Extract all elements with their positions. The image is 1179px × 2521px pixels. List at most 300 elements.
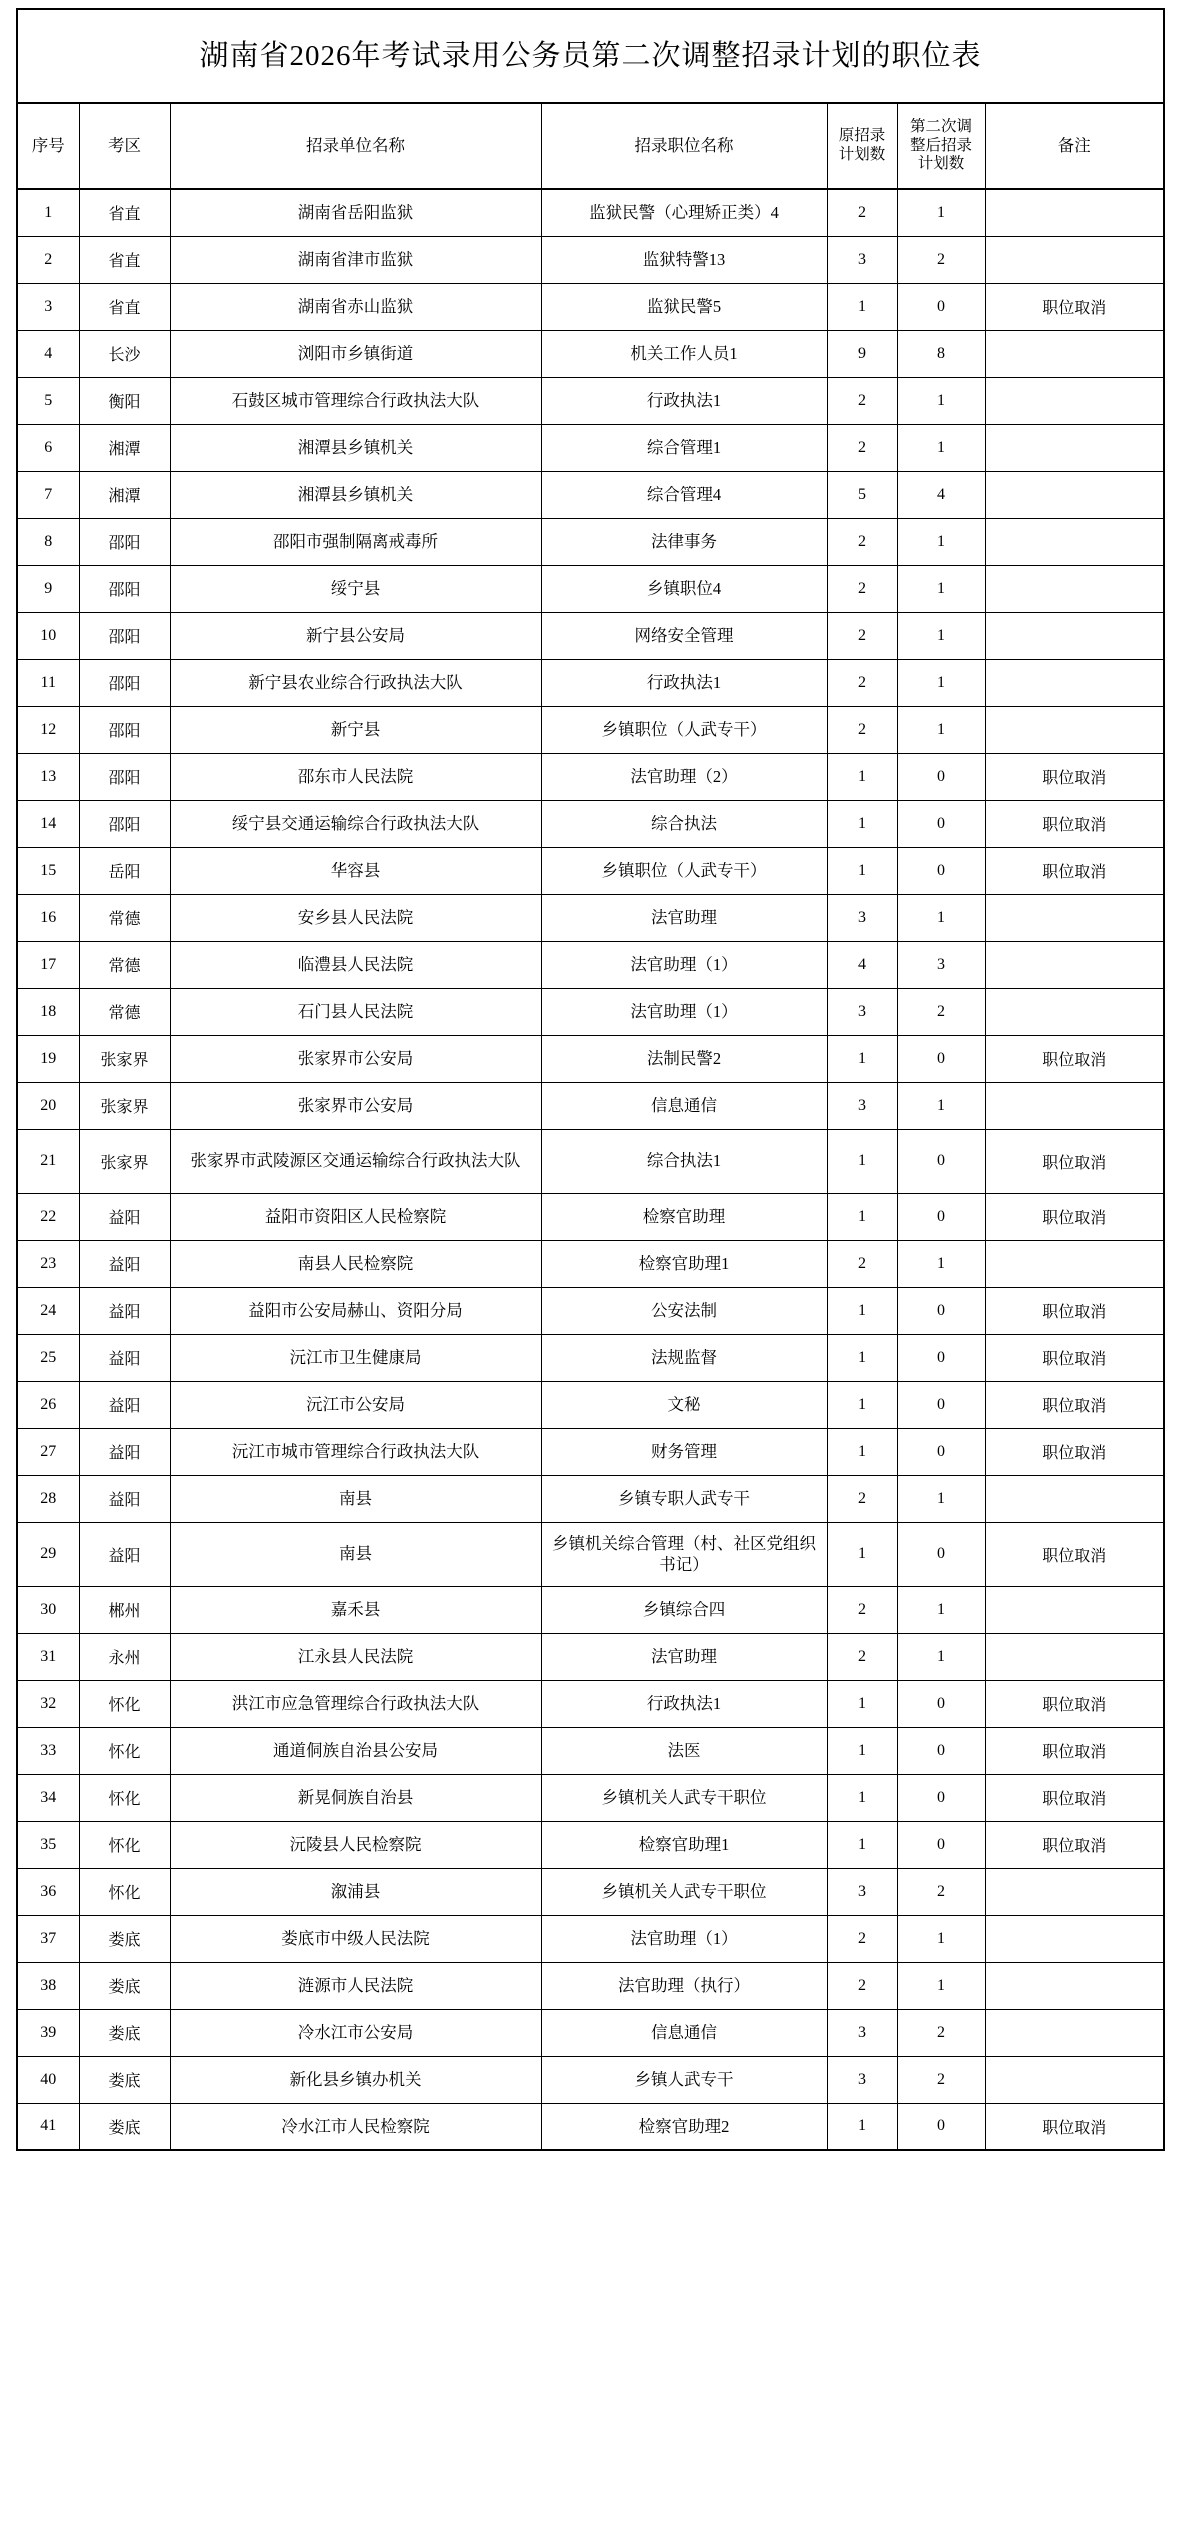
row-cell-job: 乡镇职位（人武专干）	[541, 847, 827, 894]
row-cell-note	[985, 659, 1164, 706]
row-cell-note: 职位取消	[985, 1193, 1164, 1240]
row-cell-unit: 南县	[170, 1522, 541, 1586]
row-cell-index: 11	[17, 659, 79, 706]
row-cell-index: 5	[17, 377, 79, 424]
row-cell-job: 综合执法	[541, 800, 827, 847]
row-cell-original: 2	[827, 1962, 897, 2009]
row-cell-note	[985, 1962, 1164, 2009]
row-cell-index: 14	[17, 800, 79, 847]
row-cell-job: 检察官助理2	[541, 2103, 827, 2150]
row-cell-area: 怀化	[79, 1727, 170, 1774]
table-row	[17, 659, 1164, 706]
row-cell-index: 22	[17, 1193, 79, 1240]
row-cell-area: 娄底	[79, 1915, 170, 1962]
row-cell-note: 职位取消	[985, 1428, 1164, 1475]
row-cell-area: 岳阳	[79, 847, 170, 894]
row-cell-note	[985, 518, 1164, 565]
row-cell-note: 职位取消	[985, 1334, 1164, 1381]
row-cell-index: 34	[17, 1774, 79, 1821]
row-cell-adjusted: 1	[897, 424, 985, 471]
row-cell-original: 2	[827, 518, 897, 565]
row-cell-job: 监狱特警13	[541, 236, 827, 283]
row-cell-area: 衡阳	[79, 377, 170, 424]
row-cell-index: 17	[17, 941, 79, 988]
row-cell-original: 2	[827, 1586, 897, 1633]
row-cell-note: 职位取消	[985, 283, 1164, 330]
row-cell-job: 检察官助理	[541, 1193, 827, 1240]
row-cell-area: 常德	[79, 988, 170, 1035]
row-cell-original: 2	[827, 189, 897, 236]
row-cell-adjusted: 0	[897, 1680, 985, 1727]
table-row	[17, 988, 1164, 1035]
row-cell-adjusted: 0	[897, 283, 985, 330]
table-row	[17, 377, 1164, 424]
row-cell-original: 3	[827, 1082, 897, 1129]
row-cell-area: 益阳	[79, 1334, 170, 1381]
row-cell-adjusted: 1	[897, 1082, 985, 1129]
row-cell-job: 法规监督	[541, 1334, 827, 1381]
row-cell-original: 1	[827, 283, 897, 330]
row-cell-job: 综合管理1	[541, 424, 827, 471]
row-cell-unit: 娄底市中级人民法院	[170, 1915, 541, 1962]
row-cell-job: 法官助理	[541, 1633, 827, 1680]
table-row	[17, 941, 1164, 988]
row-cell-area: 张家界	[79, 1082, 170, 1129]
row-cell-unit: 沅江市公安局	[170, 1381, 541, 1428]
row-cell-area: 省直	[79, 283, 170, 330]
row-cell-job: 行政执法1	[541, 659, 827, 706]
row-cell-adjusted: 1	[897, 1962, 985, 2009]
column-header-area: 考区	[79, 103, 170, 189]
row-cell-job: 乡镇职位4	[541, 565, 827, 612]
row-cell-original: 3	[827, 1868, 897, 1915]
row-cell-note	[985, 2056, 1164, 2103]
row-cell-unit: 新化县乡镇办机关	[170, 2056, 541, 2103]
column-header-original-line1: 原招录	[838, 127, 886, 145]
row-cell-index: 4	[17, 330, 79, 377]
row-cell-original: 1	[827, 1821, 897, 1868]
row-cell-adjusted: 8	[897, 330, 985, 377]
column-header-adjusted-line2: 整后招录	[909, 136, 972, 154]
row-cell-original: 2	[827, 565, 897, 612]
row-cell-note: 职位取消	[985, 1035, 1164, 1082]
row-cell-unit: 绥宁县	[170, 565, 541, 612]
column-header-job: 招录职位名称	[541, 103, 827, 189]
row-cell-note	[985, 189, 1164, 236]
column-header-adjusted-line3: 计划数	[917, 155, 965, 173]
row-cell-unit: 湖南省赤山监狱	[170, 283, 541, 330]
row-cell-unit: 浏阳市乡镇街道	[170, 330, 541, 377]
row-cell-original: 3	[827, 236, 897, 283]
row-cell-unit: 溆浦县	[170, 1868, 541, 1915]
table-row	[17, 1727, 1164, 1774]
row-cell-adjusted: 0	[897, 1193, 985, 1240]
row-cell-unit: 洪江市应急管理综合行政执法大队	[170, 1680, 541, 1727]
table-row	[17, 1287, 1164, 1334]
row-cell-note	[985, 424, 1164, 471]
table-row	[17, 1586, 1164, 1633]
row-cell-adjusted: 1	[897, 612, 985, 659]
row-cell-adjusted: 2	[897, 2009, 985, 2056]
row-cell-area: 怀化	[79, 1868, 170, 1915]
row-cell-unit: 华容县	[170, 847, 541, 894]
row-cell-unit: 新宁县公安局	[170, 612, 541, 659]
row-cell-index: 33	[17, 1727, 79, 1774]
row-cell-note: 职位取消	[985, 800, 1164, 847]
row-cell-original: 3	[827, 988, 897, 1035]
row-cell-unit: 嘉禾县	[170, 1586, 541, 1633]
table-row	[17, 2009, 1164, 2056]
row-cell-note	[985, 1240, 1164, 1287]
table-row	[17, 847, 1164, 894]
row-cell-note	[985, 988, 1164, 1035]
row-cell-adjusted: 0	[897, 1727, 985, 1774]
row-cell-index: 24	[17, 1287, 79, 1334]
row-cell-area: 邵阳	[79, 612, 170, 659]
row-cell-adjusted: 1	[897, 377, 985, 424]
row-cell-adjusted: 3	[897, 941, 985, 988]
row-cell-original: 2	[827, 1475, 897, 1522]
table-row	[17, 1633, 1164, 1680]
row-cell-area: 常德	[79, 894, 170, 941]
row-cell-job: 乡镇机关综合管理（村、社区党组织书记）	[541, 1522, 827, 1586]
row-cell-unit: 湖南省津市监狱	[170, 236, 541, 283]
row-cell-job: 综合执法1	[541, 1129, 827, 1193]
row-cell-area: 益阳	[79, 1240, 170, 1287]
row-cell-area: 邵阳	[79, 659, 170, 706]
row-cell-index: 16	[17, 894, 79, 941]
row-cell-unit: 南县人民检察院	[170, 1240, 541, 1287]
row-cell-index: 15	[17, 847, 79, 894]
row-cell-job: 法制民警2	[541, 1035, 827, 1082]
row-cell-index: 37	[17, 1915, 79, 1962]
row-cell-adjusted: 0	[897, 1428, 985, 1475]
row-cell-index: 25	[17, 1334, 79, 1381]
row-cell-note	[985, 894, 1164, 941]
table-header-row	[17, 103, 1164, 189]
row-cell-index: 29	[17, 1522, 79, 1586]
row-cell-unit: 冷水江市人民检察院	[170, 2103, 541, 2150]
row-cell-note: 职位取消	[985, 1287, 1164, 1334]
row-cell-job: 乡镇专职人武专干	[541, 1475, 827, 1522]
row-cell-area: 永州	[79, 1633, 170, 1680]
row-cell-unit: 张家界市公安局	[170, 1035, 541, 1082]
row-cell-job: 文秘	[541, 1381, 827, 1428]
row-cell-adjusted: 0	[897, 800, 985, 847]
row-cell-original: 1	[827, 1774, 897, 1821]
row-cell-area: 怀化	[79, 1821, 170, 1868]
row-cell-adjusted: 1	[897, 659, 985, 706]
row-cell-job: 行政执法1	[541, 377, 827, 424]
row-cell-index: 19	[17, 1035, 79, 1082]
row-cell-area: 张家界	[79, 1035, 170, 1082]
row-cell-index: 26	[17, 1381, 79, 1428]
row-cell-adjusted: 0	[897, 847, 985, 894]
row-cell-note: 职位取消	[985, 2103, 1164, 2150]
row-cell-job: 法官助理（1）	[541, 1915, 827, 1962]
row-cell-index: 13	[17, 753, 79, 800]
row-cell-unit: 临澧县人民法院	[170, 941, 541, 988]
row-cell-note	[985, 612, 1164, 659]
row-cell-note	[985, 1586, 1164, 1633]
row-cell-adjusted: 2	[897, 2056, 985, 2103]
row-cell-original: 1	[827, 1193, 897, 1240]
row-cell-index: 21	[17, 1129, 79, 1193]
table-row	[17, 1334, 1164, 1381]
row-cell-original: 1	[827, 1334, 897, 1381]
row-cell-adjusted: 1	[897, 1475, 985, 1522]
row-cell-unit: 新宁县	[170, 706, 541, 753]
row-cell-job: 法官助理（执行）	[541, 1962, 827, 2009]
row-cell-unit: 绥宁县交通运输综合行政执法大队	[170, 800, 541, 847]
row-cell-job: 法律事务	[541, 518, 827, 565]
row-cell-area: 邵阳	[79, 753, 170, 800]
row-cell-adjusted: 0	[897, 1035, 985, 1082]
position-table	[16, 8, 1165, 2151]
row-cell-adjusted: 0	[897, 1381, 985, 1428]
row-cell-adjusted: 1	[897, 1240, 985, 1287]
row-cell-original: 1	[827, 1727, 897, 1774]
row-cell-note: 职位取消	[985, 1381, 1164, 1428]
row-cell-area: 怀化	[79, 1680, 170, 1727]
row-cell-original: 1	[827, 1129, 897, 1193]
row-cell-job: 法医	[541, 1727, 827, 1774]
row-cell-job: 法官助理	[541, 894, 827, 941]
table-row	[17, 1381, 1164, 1428]
row-cell-job: 公安法制	[541, 1287, 827, 1334]
table-row	[17, 1475, 1164, 1522]
row-cell-area: 张家界	[79, 1129, 170, 1193]
row-cell-area: 郴州	[79, 1586, 170, 1633]
row-cell-index: 39	[17, 2009, 79, 2056]
table-row	[17, 1774, 1164, 1821]
row-cell-area: 湘潭	[79, 471, 170, 518]
row-cell-original: 1	[827, 800, 897, 847]
row-cell-index: 28	[17, 1475, 79, 1522]
row-cell-index: 40	[17, 2056, 79, 2103]
row-cell-unit: 张家界市公安局	[170, 1082, 541, 1129]
row-cell-unit: 沅江市卫生健康局	[170, 1334, 541, 1381]
row-cell-note	[985, 1633, 1164, 1680]
row-cell-index: 27	[17, 1428, 79, 1475]
table-row	[17, 1240, 1164, 1287]
row-cell-job: 信息通信	[541, 2009, 827, 2056]
row-cell-area: 娄底	[79, 2103, 170, 2150]
row-cell-adjusted: 0	[897, 1334, 985, 1381]
table-row	[17, 1868, 1164, 1915]
row-cell-note	[985, 1082, 1164, 1129]
table-row	[17, 471, 1164, 518]
row-cell-adjusted: 0	[897, 1774, 985, 1821]
row-cell-unit: 通道侗族自治县公安局	[170, 1727, 541, 1774]
row-cell-note: 职位取消	[985, 847, 1164, 894]
table-row	[17, 424, 1164, 471]
row-cell-original: 2	[827, 1633, 897, 1680]
table-row	[17, 753, 1164, 800]
row-cell-index: 35	[17, 1821, 79, 1868]
row-cell-unit: 湘潭县乡镇机关	[170, 471, 541, 518]
row-cell-adjusted: 2	[897, 1868, 985, 1915]
column-header-original-line2: 计划数	[838, 146, 886, 163]
row-cell-index: 30	[17, 1586, 79, 1633]
row-cell-index: 41	[17, 2103, 79, 2150]
row-cell-job: 监狱民警（心理矫正类）4	[541, 189, 827, 236]
table-row	[17, 189, 1164, 236]
row-cell-original: 5	[827, 471, 897, 518]
row-cell-unit: 沅江市城市管理综合行政执法大队	[170, 1428, 541, 1475]
row-cell-note	[985, 706, 1164, 753]
row-cell-original: 3	[827, 2056, 897, 2103]
row-cell-note	[985, 471, 1164, 518]
row-cell-note: 职位取消	[985, 753, 1164, 800]
row-cell-area: 长沙	[79, 330, 170, 377]
table-row	[17, 2103, 1164, 2150]
row-cell-index: 10	[17, 612, 79, 659]
table-row	[17, 1129, 1164, 1193]
row-cell-area: 邵阳	[79, 518, 170, 565]
row-cell-index: 20	[17, 1082, 79, 1129]
row-cell-adjusted: 0	[897, 1129, 985, 1193]
row-cell-unit: 新宁县农业综合行政执法大队	[170, 659, 541, 706]
row-cell-adjusted: 1	[897, 894, 985, 941]
row-cell-unit: 江永县人民法院	[170, 1633, 541, 1680]
row-cell-adjusted: 2	[897, 236, 985, 283]
row-cell-area: 常德	[79, 941, 170, 988]
row-cell-job: 乡镇职位（人武专干）	[541, 706, 827, 753]
row-cell-unit: 邵阳市强制隔离戒毒所	[170, 518, 541, 565]
table-row	[17, 612, 1164, 659]
row-cell-original: 1	[827, 753, 897, 800]
row-cell-index: 31	[17, 1633, 79, 1680]
row-cell-job: 检察官助理1	[541, 1240, 827, 1287]
row-cell-original: 9	[827, 330, 897, 377]
row-cell-note	[985, 330, 1164, 377]
row-cell-job: 监狱民警5	[541, 283, 827, 330]
row-cell-original: 2	[827, 659, 897, 706]
row-cell-area: 怀化	[79, 1774, 170, 1821]
table-row	[17, 330, 1164, 377]
row-cell-note: 职位取消	[985, 1680, 1164, 1727]
row-cell-job: 乡镇机关人武专干职位	[541, 1774, 827, 1821]
table-row	[17, 1082, 1164, 1129]
row-cell-unit: 邵东市人民法院	[170, 753, 541, 800]
row-cell-adjusted: 0	[897, 2103, 985, 2150]
row-cell-adjusted: 1	[897, 518, 985, 565]
row-cell-note: 职位取消	[985, 1821, 1164, 1868]
row-cell-area: 省直	[79, 189, 170, 236]
row-cell-area: 邵阳	[79, 800, 170, 847]
row-cell-note: 职位取消	[985, 1129, 1164, 1193]
table-row	[17, 1680, 1164, 1727]
row-cell-unit: 张家界市武陵源区交通运输综合行政执法大队	[170, 1129, 541, 1193]
row-cell-index: 2	[17, 236, 79, 283]
row-cell-area: 益阳	[79, 1193, 170, 1240]
row-cell-original: 2	[827, 1240, 897, 1287]
row-cell-note: 职位取消	[985, 1727, 1164, 1774]
row-cell-original: 3	[827, 894, 897, 941]
row-cell-area: 湘潭	[79, 424, 170, 471]
row-cell-job: 法官助理（1）	[541, 941, 827, 988]
row-cell-original: 1	[827, 847, 897, 894]
row-cell-original: 1	[827, 2103, 897, 2150]
row-cell-adjusted: 0	[897, 1287, 985, 1334]
row-cell-job: 综合管理4	[541, 471, 827, 518]
column-header-original	[827, 103, 897, 189]
table-row	[17, 283, 1164, 330]
row-cell-adjusted: 2	[897, 988, 985, 1035]
table-row	[17, 236, 1164, 283]
row-cell-adjusted: 1	[897, 706, 985, 753]
row-cell-adjusted: 4	[897, 471, 985, 518]
row-cell-unit: 沅陵县人民检察院	[170, 1821, 541, 1868]
table-row	[17, 518, 1164, 565]
row-cell-unit: 益阳市公安局赫山、资阳分局	[170, 1287, 541, 1334]
row-cell-unit: 石鼓区城市管理综合行政执法大队	[170, 377, 541, 424]
row-cell-job: 法官助理（1）	[541, 988, 827, 1035]
row-cell-index: 32	[17, 1680, 79, 1727]
row-cell-note	[985, 941, 1164, 988]
row-cell-area: 益阳	[79, 1381, 170, 1428]
column-header-note: 备注	[985, 103, 1164, 189]
row-cell-adjusted: 0	[897, 1821, 985, 1868]
row-cell-original: 1	[827, 1428, 897, 1475]
row-cell-job: 财务管理	[541, 1428, 827, 1475]
row-cell-job: 行政执法1	[541, 1680, 827, 1727]
row-cell-area: 娄底	[79, 2009, 170, 2056]
row-cell-unit: 湖南省岳阳监狱	[170, 189, 541, 236]
row-cell-index: 8	[17, 518, 79, 565]
row-cell-unit: 石门县人民法院	[170, 988, 541, 1035]
row-cell-area: 省直	[79, 236, 170, 283]
table-row	[17, 1522, 1164, 1586]
row-cell-unit: 安乡县人民法院	[170, 894, 541, 941]
table-row	[17, 1821, 1164, 1868]
row-cell-adjusted: 0	[897, 1522, 985, 1586]
row-cell-area: 益阳	[79, 1522, 170, 1586]
row-cell-job: 法官助理（2）	[541, 753, 827, 800]
row-cell-area: 益阳	[79, 1475, 170, 1522]
table-row	[17, 706, 1164, 753]
row-cell-original: 2	[827, 612, 897, 659]
row-cell-index: 1	[17, 189, 79, 236]
row-cell-index: 36	[17, 1868, 79, 1915]
table-row	[17, 1915, 1164, 1962]
row-cell-index: 23	[17, 1240, 79, 1287]
row-cell-index: 7	[17, 471, 79, 518]
row-cell-job: 乡镇人武专干	[541, 2056, 827, 2103]
table-row	[17, 800, 1164, 847]
row-cell-note	[985, 236, 1164, 283]
table-row	[17, 2056, 1164, 2103]
column-header-unit: 招录单位名称	[170, 103, 541, 189]
row-cell-index: 18	[17, 988, 79, 1035]
row-cell-unit: 南县	[170, 1475, 541, 1522]
row-cell-area: 娄底	[79, 1962, 170, 2009]
row-cell-adjusted: 1	[897, 1915, 985, 1962]
row-cell-area: 娄底	[79, 2056, 170, 2103]
page-title: 湖南省2026年考试录用公务员第二次调整招录计划的职位表	[17, 9, 1164, 103]
row-cell-original: 1	[827, 1522, 897, 1586]
column-header-adjusted	[897, 103, 985, 189]
row-cell-original: 2	[827, 377, 897, 424]
row-cell-index: 12	[17, 706, 79, 753]
row-cell-original: 4	[827, 941, 897, 988]
column-header-index: 序号	[17, 103, 79, 189]
row-cell-area: 益阳	[79, 1428, 170, 1475]
row-cell-unit: 湘潭县乡镇机关	[170, 424, 541, 471]
row-cell-job: 乡镇综合四	[541, 1586, 827, 1633]
row-cell-adjusted: 1	[897, 1586, 985, 1633]
